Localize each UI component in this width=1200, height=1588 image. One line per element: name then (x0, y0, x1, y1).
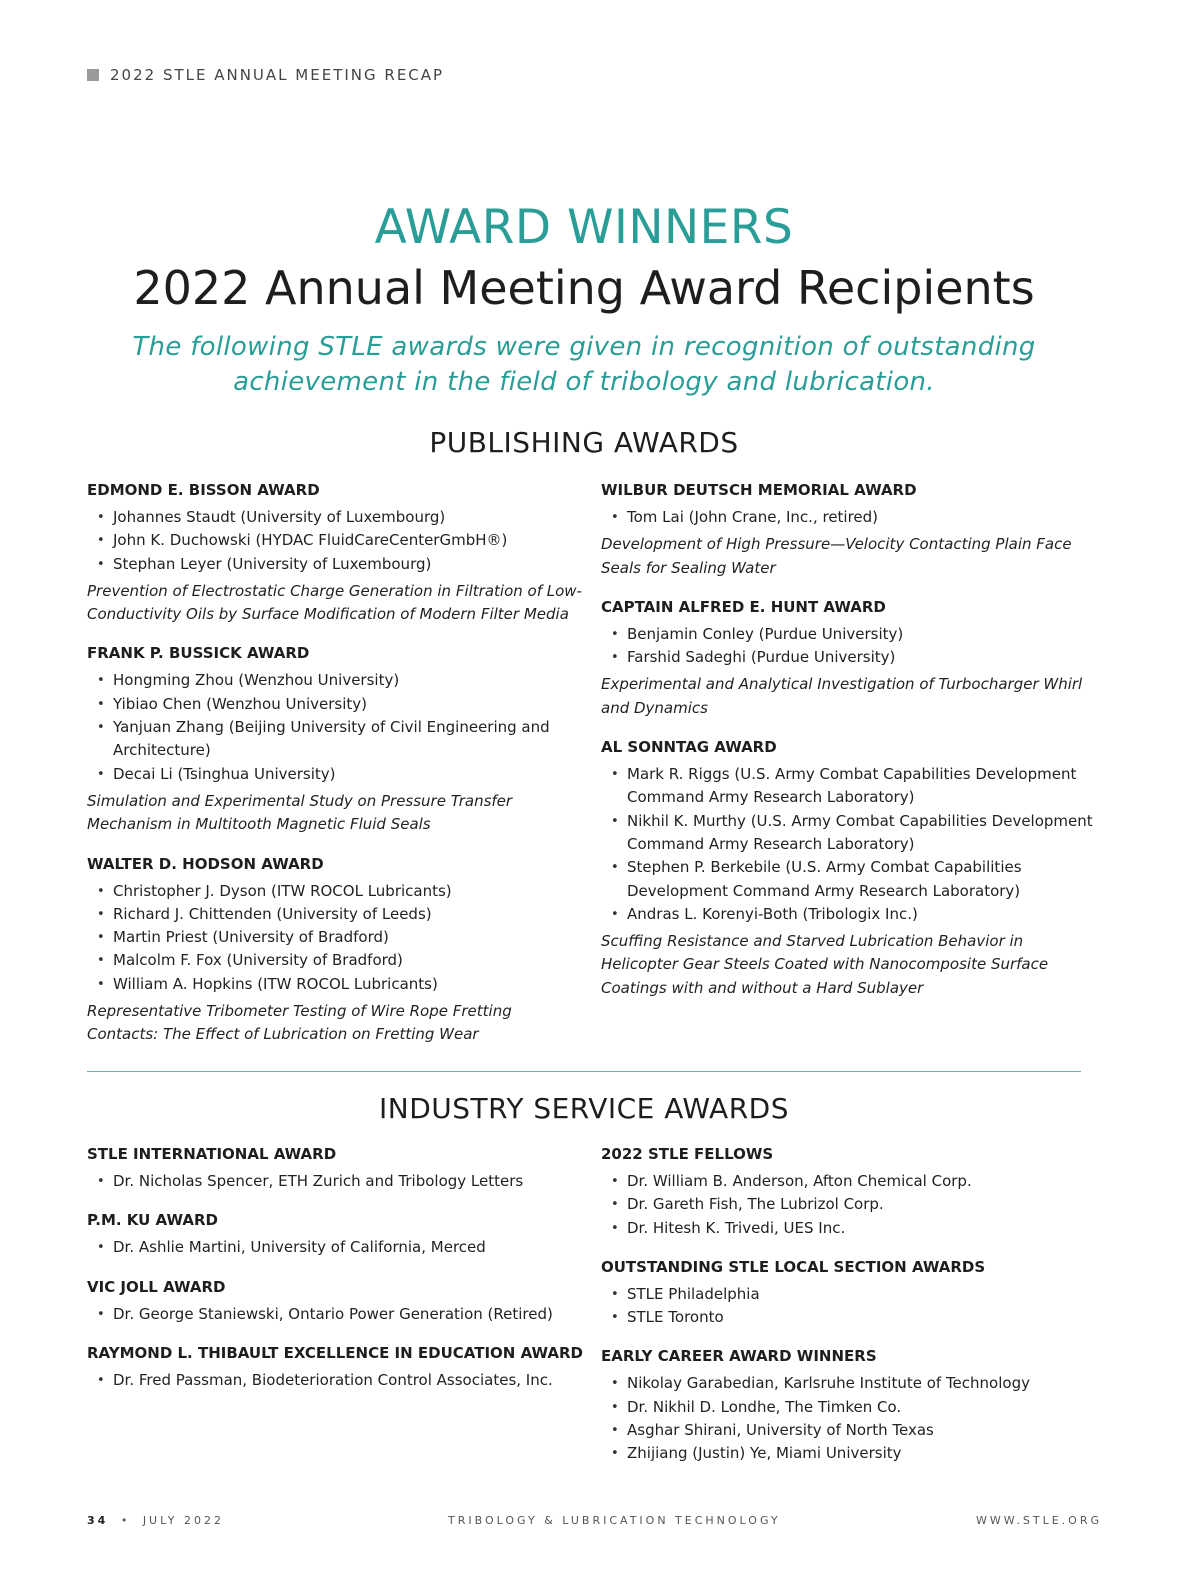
recipient: • Andras L. Korenyi-Both (Tribologix Inc.) (601, 903, 1101, 926)
recipient: • Zhijiang (Justin) Ye, Miami University (601, 1442, 1101, 1465)
recipient: • STLE Toronto (601, 1306, 1101, 1329)
recipient-list (87, 1170, 587, 1193)
website: WWW.STLE.ORG (976, 1514, 1102, 1527)
recipient: • STLE Philadelphia (601, 1283, 1101, 1306)
paper-title: Scuffing Resistance and Starved Lubrication Behavior in Helicopter Gear Steels Coated with Nanocomposite Surface Coatings with and without a Hard Sublayer (601, 932, 1049, 997)
recipient: • Stephan Leyer (University of Luxembourg) (87, 553, 587, 576)
recipient: • Asghar Shirani, University of North Texas (601, 1419, 1101, 1442)
recipient: • Dr. George Staniewski, Ontario Power Generation (Retired) (87, 1303, 587, 1326)
award-name: WALTER D. HODSON AWARD (87, 854, 324, 873)
award-block (87, 480, 587, 626)
recipient-list (87, 669, 587, 785)
publishing-right-column (601, 480, 1101, 1017)
subtitle: The following STLE awards were given in recognition of outstanding achievement in the field of tribology and lubrication. (132, 332, 1036, 397)
award-name: VIC JOLL AWARD (87, 1277, 226, 1296)
industry-right-column (601, 1144, 1101, 1483)
recipient-list (87, 1369, 587, 1392)
award-block (601, 1144, 1101, 1240)
recipient-list (601, 506, 1101, 529)
award-name: AL SONNTAG AWARD (601, 738, 777, 757)
recipient: • Dr. Hitesh K. Trivedi, UES Inc. (601, 1217, 1101, 1240)
award-block (601, 480, 1101, 580)
award-block (601, 1257, 1101, 1330)
footer-separator: • (120, 1514, 131, 1527)
section-divider (87, 1071, 1081, 1072)
award-name: STLE INTERNATIONAL AWARD (87, 1145, 337, 1163)
award-name: EARLY CAREER AWARD WINNERS (601, 1347, 877, 1366)
paper-title: Representative Tribometer Testing of Wire Rope Fretting Contacts: The Effect of Lubrication on Fretting Wear (87, 1002, 512, 1044)
recipient: • Mark R. Riggs (U.S. Army Combat Capabilities Development Command Army Research Laboratory) (601, 763, 1101, 810)
award-name: 2022 STLE FELLOWS (601, 1145, 774, 1163)
recipient: • Dr. Nikhil D. Londhe, The Timken Co. (601, 1396, 1101, 1419)
award-name: OUTSTANDING STLE LOCAL SECTION AWARDS (601, 1257, 986, 1276)
industry-left-column (87, 1144, 587, 1409)
recipient: • Martin Priest (University of Bradford) (87, 926, 587, 949)
award-name: CAPTAIN ALFRED E. HUNT AWARD (601, 597, 886, 616)
recipient: • Farshid Sadeghi (Purdue University) (601, 646, 1101, 669)
award-name: FRANK P. BUSSICK AWARD (87, 644, 310, 663)
recipient-list (87, 880, 587, 996)
recipient: • Tom Lai (John Crane, Inc., retired) (601, 506, 1101, 529)
industry-service-awards-heading: INDUSTRY SERVICE AWARDS (379, 1092, 789, 1125)
paper-title: Experimental and Analytical Investigation of Turbocharger Whirl and Dynamics (601, 675, 1083, 717)
award-block (87, 1343, 587, 1392)
recipient-list (601, 1283, 1101, 1330)
recipient: • Stephen P. Berkebile (U.S. Army Combat Capabilities Development Command Army Research Laboratory) (601, 856, 1101, 903)
award-block (87, 1277, 587, 1326)
page-title: 2022 Annual Meeting Award Recipients (133, 261, 1035, 315)
recipient: • Dr. Fred Passman, Biodeterioration Control Associates, Inc. (87, 1369, 587, 1392)
recipient: • Dr. Gareth Fish, The Lubrizol Corp. (601, 1193, 1101, 1216)
award-name: P.M. KU AWARD (87, 1211, 218, 1230)
award-block (87, 643, 587, 836)
recipient: • William A. Hopkins (ITW ROCOL Lubricants) (87, 973, 587, 996)
recipient: • Christopher J. Dyson (ITW ROCOL Lubricants) (87, 880, 587, 903)
recipient-list (87, 1303, 587, 1326)
issue-date: JULY 2022 (142, 1514, 224, 1527)
article-header (0, 198, 1168, 400)
recipient-list (87, 506, 587, 576)
page-number: 34 (87, 1514, 109, 1527)
recipient-list (601, 1372, 1101, 1465)
award-block (87, 854, 587, 1047)
recipient: • Malcolm F. Fox (University of Bradford) (87, 949, 587, 972)
award-block (601, 1346, 1101, 1465)
recipient: • Johannes Staudt (University of Luxembourg) (87, 506, 587, 529)
footer-left (87, 1514, 224, 1527)
recipient: • Yibiao Chen (Wenzhou University) (87, 693, 587, 716)
recipient: • Richard J. Chittenden (University of Leeds) (87, 903, 587, 926)
paper-title: Simulation and Experimental Study on Pressure Transfer Mechanism in Multitooth Magnetic Fluid Seals (87, 791, 513, 834)
recipient: • Decai Li (Tsinghua University) (87, 763, 587, 786)
publishing-left-column (87, 480, 587, 1064)
recipient: • Yanjuan Zhang (Beijing University of Civil Engineering and Architecture) (87, 716, 587, 763)
publication-name: TRIBOLOGY & LUBRICATION TECHNOLOGY (448, 1514, 781, 1527)
recipient: • Dr. Nicholas Spencer, ETH Zurich and Tribology Letters (87, 1170, 587, 1193)
recipient: • Hongming Zhou (Wenzhou University) (87, 669, 587, 692)
recipient-list (601, 623, 1101, 670)
recipient: • Dr. Ashlie Martini, University of California, Merced (87, 1236, 587, 1259)
recipient-list (87, 1236, 587, 1259)
square-bullet-icon (87, 69, 99, 81)
award-block (87, 1144, 587, 1193)
paper-title: Development of High Pressure—Velocity Contacting Plain Face Seals for Sealing Water (601, 535, 1072, 577)
award-block (601, 597, 1101, 720)
award-block (87, 1210, 587, 1259)
recipient: • Nikhil K. Murthy (U.S. Army Combat Capabilities Development Command Army Research Laboratory) (601, 810, 1101, 857)
recipient: • Nikolay Garabedian, Karlsruhe Institute of Technology (601, 1372, 1101, 1395)
publishing-awards-heading: PUBLISHING AWARDS (429, 426, 739, 459)
award-name: RAYMOND L. THIBAULT EXCELLENCE IN EDUCATION AWARD (87, 1343, 583, 1362)
recipient: • John K. Duchowski (HYDAC FluidCareCenterGmbH®) (87, 529, 587, 552)
award-block (601, 737, 1101, 1000)
running-head-text: 2022 STLE ANNUAL MEETING RECAP (110, 66, 445, 84)
recipient-list (601, 1170, 1101, 1240)
paper-title: Prevention of Electrostatic Charge Generation in Filtration of Low-Conductivity Oils by Surface Modification of Modern Filter Media (87, 581, 582, 624)
running-head (87, 66, 444, 84)
award-name: WILBUR DEUTSCH MEMORIAL AWARD (601, 481, 917, 499)
award-name: EDMOND E. BISSON AWARD (87, 481, 320, 499)
recipient: • Dr. William B. Anderson, Afton Chemical Corp. (601, 1170, 1101, 1193)
kicker: AWARD WINNERS (374, 200, 794, 255)
recipient-list (601, 763, 1101, 926)
recipient: • Benjamin Conley (Purdue University) (601, 623, 1101, 646)
